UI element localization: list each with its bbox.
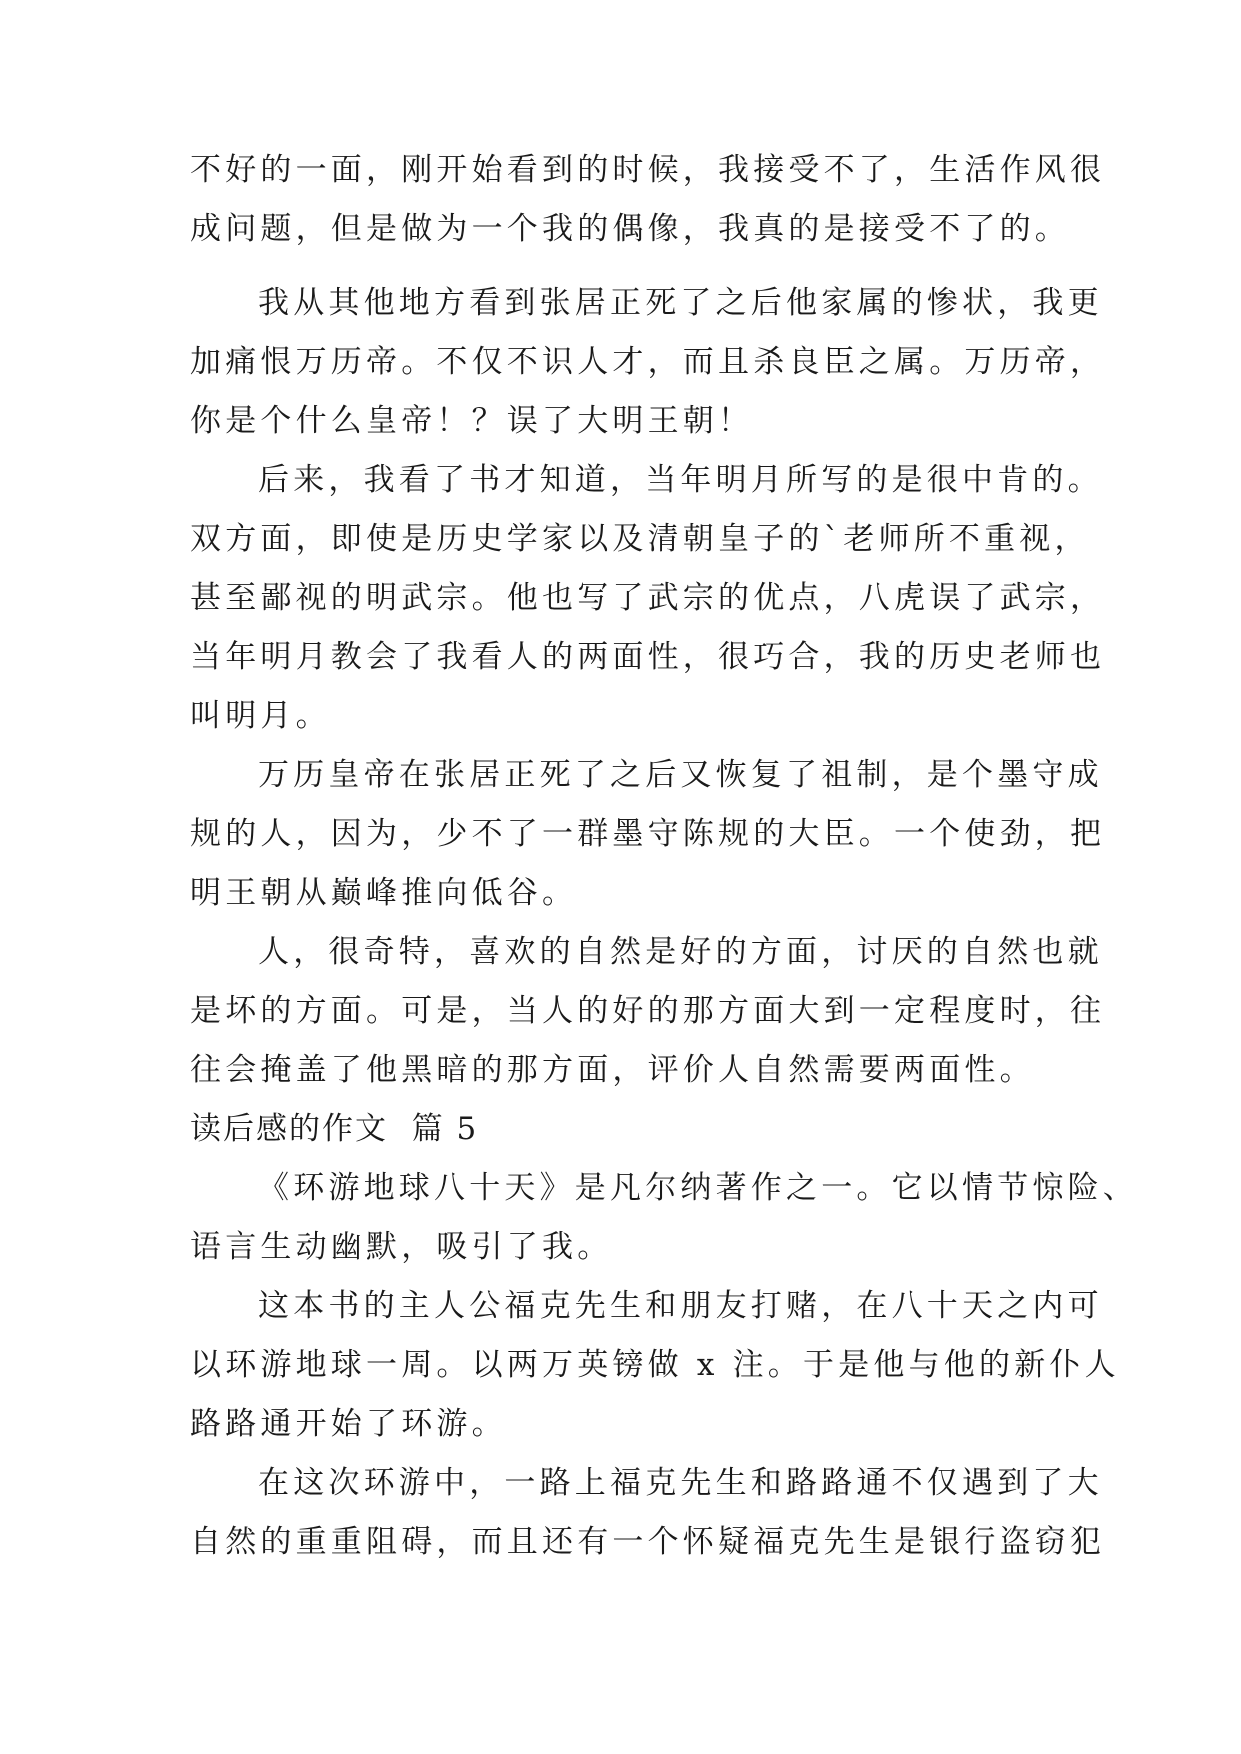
paragraph-first-line: 后来，我看了书才知道，当年明月所写的是很中肯的。 xyxy=(258,462,1103,498)
text-line: 自然的重重阻碍，而且还有一个怀疑福克先生是银行盗窃犯 xyxy=(190,1524,1106,1560)
text-line: 以环游地球一周。以两万英镑做 x 注。于是他与他的新仆人 xyxy=(190,1347,1120,1383)
text-line: 路路通开始了环游。 xyxy=(190,1406,507,1442)
paragraph-first-line: 人，很奇特，喜欢的自然是好的方面，讨厌的自然也就 xyxy=(258,934,1103,970)
text-line: 加痛恨万历帝。不仅不识人才，而且杀良臣之属。万历帝， xyxy=(190,344,1106,380)
text-line: 明王朝从巅峰推向低谷。 xyxy=(190,875,578,911)
paragraph-first-line: 在这次环游中，一路上福克先生和路路通不仅遇到了大 xyxy=(258,1465,1103,1501)
section-heading: 读后感的作文 篇 5 xyxy=(190,1111,479,1147)
paragraph-first-line: 这本书的主人公福克先生和朋友打赌，在八十天之内可 xyxy=(258,1288,1103,1324)
text-line: 甚至鄙视的明武宗。他也写了武宗的优点，八虎误了武宗， xyxy=(190,580,1106,616)
text-line: 是坏的方面。可是，当人的好的那方面大到一定程度时，往 xyxy=(190,993,1106,1029)
text-line: 当年明月教会了我看人的两面性，很巧合，我的历史老师也 xyxy=(190,639,1106,675)
text-line: 双方面，即使是历史学家以及清朝皇子的`老师所不重视， xyxy=(190,521,1090,557)
paragraph-first-line: 我从其他地方看到张居正死了之后他家属的惨状，我更 xyxy=(258,285,1103,321)
text-line: 语言生动幽默，吸引了我。 xyxy=(190,1229,613,1265)
text-line: 不好的一面，刚开始看到的时候，我接受不了，生活作风很 xyxy=(190,152,1106,188)
text-line: 规的人，因为，少不了一群墨守陈规的大臣。一个使劲，把 xyxy=(190,816,1106,852)
text-line: 你是个什么皇帝！？误了大明王朝！ xyxy=(190,403,754,439)
text-line: 叫明月。 xyxy=(190,698,331,734)
paragraph-first-line: 《环游地球八十天》是凡尔纳著作之一。它以情节惊险、 xyxy=(258,1170,1138,1206)
text-line: 成问题，但是做为一个我的偶像，我真的是接受不了的。 xyxy=(190,211,1070,247)
paragraph-first-line: 万历皇帝在张居正死了之后又恢复了祖制，是个墨守成 xyxy=(258,757,1103,793)
text-line: 往会掩盖了他黑暗的那方面，评价人自然需要两面性。 xyxy=(190,1052,1035,1088)
